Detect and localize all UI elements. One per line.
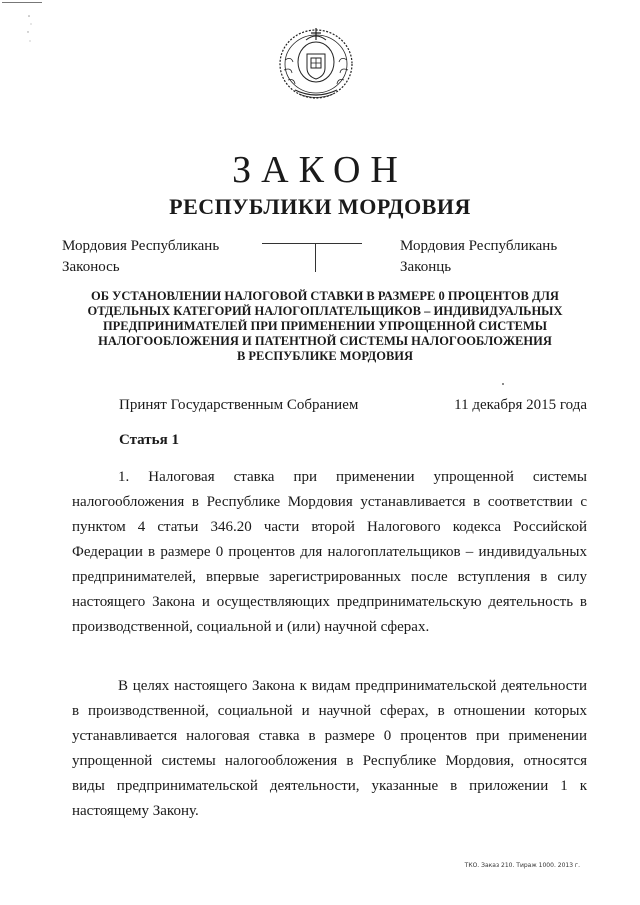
law-heading: [70, 289, 580, 364]
law-name-right: [400, 236, 557, 278]
article-paragraph-1-text: 1. Налоговая ставка при применении упрощенной системы налогообложения в Республике Мордовия устанавливается в соответствии с пунктом 4 статьи 346.20 части второй Налогового кодекса Российской Федерации в размере 0 процентов для налогоплательщиков – индивидуальных предпринимателей, впервые зарегистрированных после вступления в силу настоящего Закона и осуществляющих предпринимательскую деятельность в производственной, социальной и (или) научной сферах.: [72, 469, 587, 635]
law-heading-line4: НАЛОГООБЛОЖЕНИЯ И ПАТЕНТНОЙ СИСТЕМЫ НАЛОГООБЛОЖЕНИЯ: [98, 334, 552, 348]
scan-edge-marks: [26, 10, 34, 50]
law-heading-line1: ОБ УСТАНОВЛЕНИИ НАЛОГОВОЙ СТАВКИ В РАЗМЕРЕ 0 ПРОЦЕНТОВ ДЛЯ: [91, 289, 559, 303]
print-mark: ТКО. Заказ 210. Тираж 1000. 2013 г.: [464, 862, 580, 869]
law-heading-line3: ПРЕДПРИНИМАТЕЛЕЙ ПРИ ПРИМЕНЕНИИ УПРОЩЕННОЙ СИСТЕМЫ: [102, 319, 548, 333]
law-heading-line5: В РЕСПУБЛИКЕ МОРДОВИЯ: [236, 349, 414, 363]
adoption-statement: Принят Государственным Собранием: [119, 397, 359, 413]
article-paragraph-2: [72, 674, 587, 824]
document-subtitle: РЕСПУБЛИКИ МОРДОВИЯ: [169, 194, 471, 219]
header-divider-vertical: [315, 243, 316, 272]
scan-speck: [502, 383, 504, 385]
header-divider-horizontal: [262, 243, 362, 244]
law-name-left-line1: Мордовия Республикань: [62, 238, 220, 254]
law-heading-line2: ОТДЕЛЬНЫХ КАТЕГОРИЙ НАЛОГОПЛАТЕЛЬЩИКОВ – ИНДИВИДУАЛЬНЫХ: [87, 304, 563, 318]
scan-corner-mark: [2, 2, 42, 3]
adoption-date: 11 декабря 2015 года: [454, 397, 587, 413]
article-paragraph-1: [72, 465, 587, 640]
law-name-right-line1: Мордовия Республикань: [400, 238, 558, 254]
law-name-left-line2: Законось: [62, 259, 120, 275]
document-title: ЗАКОН: [232, 149, 408, 191]
article-paragraph-2-text: В целях настоящего Закона к видам предпринимательской деятельности в производственной, социальной и научной сферах, в отношении которых устанавливается налоговая ставка в размере 0 процентов при применении упрощенной системы налогообложения в Республике Мордовия, относятся виды предпринимательской деятельности, указанные в приложении 1 к настоящему Закону.: [72, 678, 587, 819]
law-name-right-line2: Законць: [400, 259, 452, 275]
article-title: Статья 1: [119, 432, 179, 448]
law-name-left: [62, 236, 219, 278]
coat-of-arms-emblem: [273, 20, 359, 102]
